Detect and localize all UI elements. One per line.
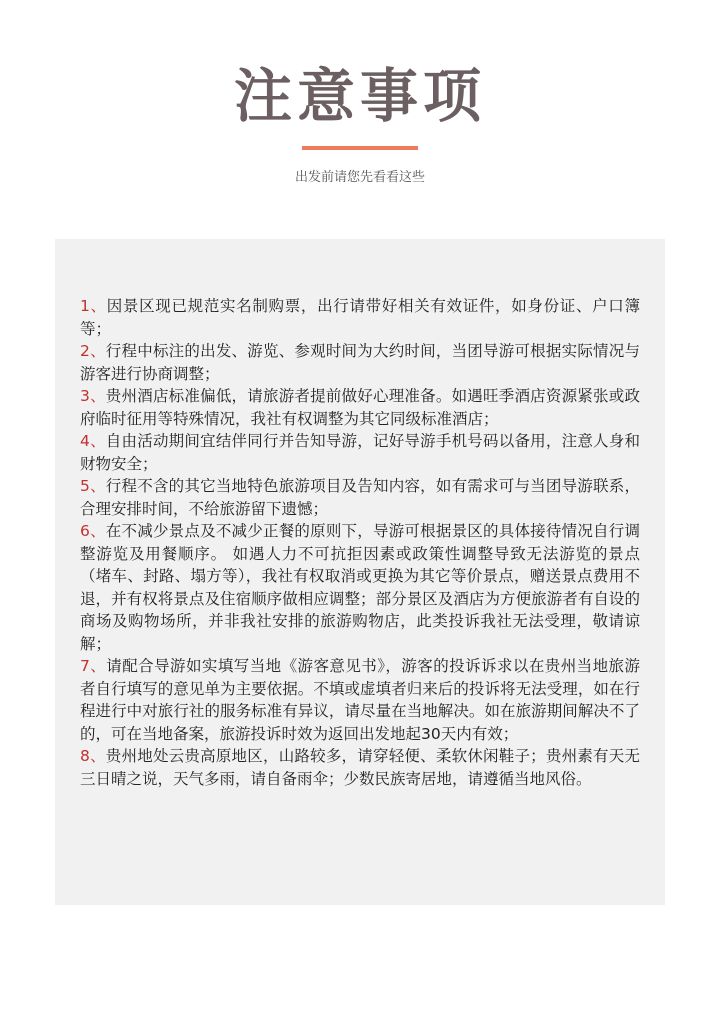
note-text: 贵州地处云贵高原地区，山路较多，请穿轻便、柔软休闲鞋子；贵州素有天无三日晴之说，天气多雨，请自备雨伞；少数民族寄居地，请遵循当地风俗。	[80, 747, 640, 788]
note-number: 8、	[80, 747, 106, 765]
note-text: 行程不含的其它当地特色旅游项目及告知内容，如有需求可与当团导游联系，合理安排时间，不给旅游留下遗憾；	[80, 477, 640, 518]
note-number: 6、	[80, 522, 106, 540]
title-underline	[302, 146, 418, 150]
note-item	[80, 520, 640, 655]
note-item	[80, 430, 640, 475]
note-number: 4、	[80, 432, 106, 450]
note-text: 贵州酒店标准偏低，请旅游者提前做好心理准备。如遇旺季酒店资源紧张或政府临时征用等特殊情况，我社有权调整为其它同级标准酒店；	[80, 387, 640, 428]
note-item	[80, 745, 640, 790]
note-number: 7、	[80, 657, 107, 675]
note-text: 行程中标注的出发、游览、参观时间为大约时间，当团导游可根据实际情况与游客进行协商调整；	[80, 342, 640, 383]
page-subtitle: 出发前请您先看看这些	[294, 170, 425, 185]
note-item	[80, 295, 640, 340]
note-text: 自由活动期间宜结伴同行并告知导游，记好导游手机号码以备用，注意人身和财物安全；	[80, 432, 640, 473]
notes-list	[80, 295, 640, 790]
notes-panel	[55, 239, 665, 905]
note-item	[80, 385, 640, 430]
note-item	[80, 340, 640, 385]
note-item	[80, 655, 640, 745]
note-text: 因景区现已规范实名制购票，出行请带好相关有效证件，如身份证、户口簿等；	[80, 297, 640, 338]
note-text: 在不减少景点及不减少正餐的原则下，导游可根据景区的具体接待情况自行调整游览及用餐顺序。 如遇人力不可抗拒因素或政策性调整导致无法游览的景点（堵车、封路、塌方等），我社有权取消或更换为其它等价景点，赠送景点费用不退，并有权将景点及住宿顺序做相应调整；部分景区及酒店为方便旅游者有自设的商场及购物场所，并非我社安排的旅游购物店，此类投诉我社无法受理，敬请谅解；	[80, 522, 640, 653]
note-number: 2、	[80, 342, 106, 360]
note-number: 1、	[80, 297, 107, 315]
page-title: 注意事项	[233, 62, 486, 130]
note-number: 5、	[80, 477, 106, 495]
note-item	[80, 475, 640, 520]
note-number: 3、	[80, 387, 106, 405]
note-text: 请配合导游如实填写当地《游客意见书》，游客的投诉诉求以在贵州当地旅游者自行填写的意见单为主要依据。不填或虚填者归来后的投诉将无法受理，如在行程进行中对旅行社的服务标准有异议，请尽量在当地解决。如在旅游期间解决不了的，可在当地备案，旅游投诉时效为返回出发地起30天内有效；	[80, 657, 640, 743]
